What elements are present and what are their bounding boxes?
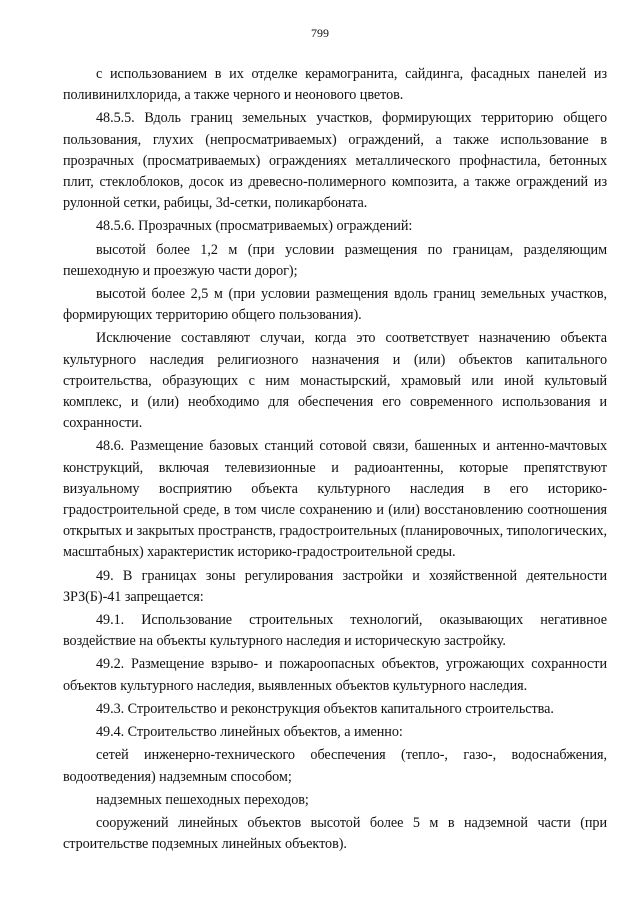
paragraph: 48.5.6. Прозрачных (просматриваемых) ограждений:: [96, 218, 413, 235]
paragraph: сетей инженерно-технического обеспечения (тепло-, газо-, водоснабжения, водоотведения) надземным способом;: [63, 747, 607, 785]
paragraph: 49.3. Строительство и реконструкция объектов капитального строительства.: [96, 700, 554, 717]
paragraph: 49.2. Размещение взрыво- и пожароопасных объектов, угрожающих сохранности объектов культурного наследия, выявленных объектов культурного наследия.: [63, 656, 607, 694]
paragraph: с использованием в их отделке керамогранита, сайдинга, фасадных панелей из поливинилхлорида, а также черного и неонового цветов.: [63, 66, 607, 104]
paragraph: 49. В границах зоны регулирования застройки и хозяйственной деятельности ЗРЗ(Б)-41 запрещается:: [63, 567, 607, 605]
paragraph: надземных пешеходных переходов;: [96, 791, 309, 808]
paragraph: 49.1. Использование строительных технологий, оказывающих негативное воздействие на объекты культурного наследия и историческую застройку.: [63, 612, 607, 650]
paragraph: высотой более 2,5 м (при условии размещения вдоль границ земельных участков, формирующих территорию общего пользования).: [63, 286, 607, 324]
paragraph: 49.4. Строительство линейных объектов, а именно:: [96, 724, 403, 741]
page-number: 799: [311, 26, 329, 40]
paragraph: высотой более 1,2 м (при условии размещения по границам, разделяющим пешеходную и проезжую части дорог);: [63, 241, 607, 279]
paragraph: сооружений линейных объектов высотой более 5 м в надземной части (при строительстве подземных линейных объектов).: [63, 814, 607, 853]
paragraph: Исключение составляют случаи, когда это соответствует назначению объекта культурного наследия религиозного назначения и (или) объектов капитального строительства, образующих с ним монастырский, храмовый или иной культовый комплекс, и (или) необходимо для обеспечения его современного использования и сохранности.: [63, 330, 607, 432]
document-body: [63, 64, 607, 857]
paragraph: 48.6. Размещение базовых станций сотовой связи, башенных и антенно-мачтовых конструкций, включая телевизионные и радиоантенны, которые препятствуют визуальному восприятию объекта культурного наследия в его историко-градостроительной среде, в том числе сохранению и (или) восстановлению соотношения открытых и закрытых пространств, градостроительных (планировочных, типологических, масштабных) характеристик историко-градостроительной среды.: [63, 438, 607, 561]
paragraph: 48.5.5. Вдоль границ земельных участков, формирующих территорию общего пользования, глухих (непросматриваемых) ограждений, а также использование в прозрачных (просматриваемых) ограждениях металлического профнастила, бетонных плит, стеклоблоков, досок из древесно-полимерного композита, а также ограждений из рулонной сетки, рабицы, 3d-сетки, поликарбоната.: [63, 110, 607, 212]
